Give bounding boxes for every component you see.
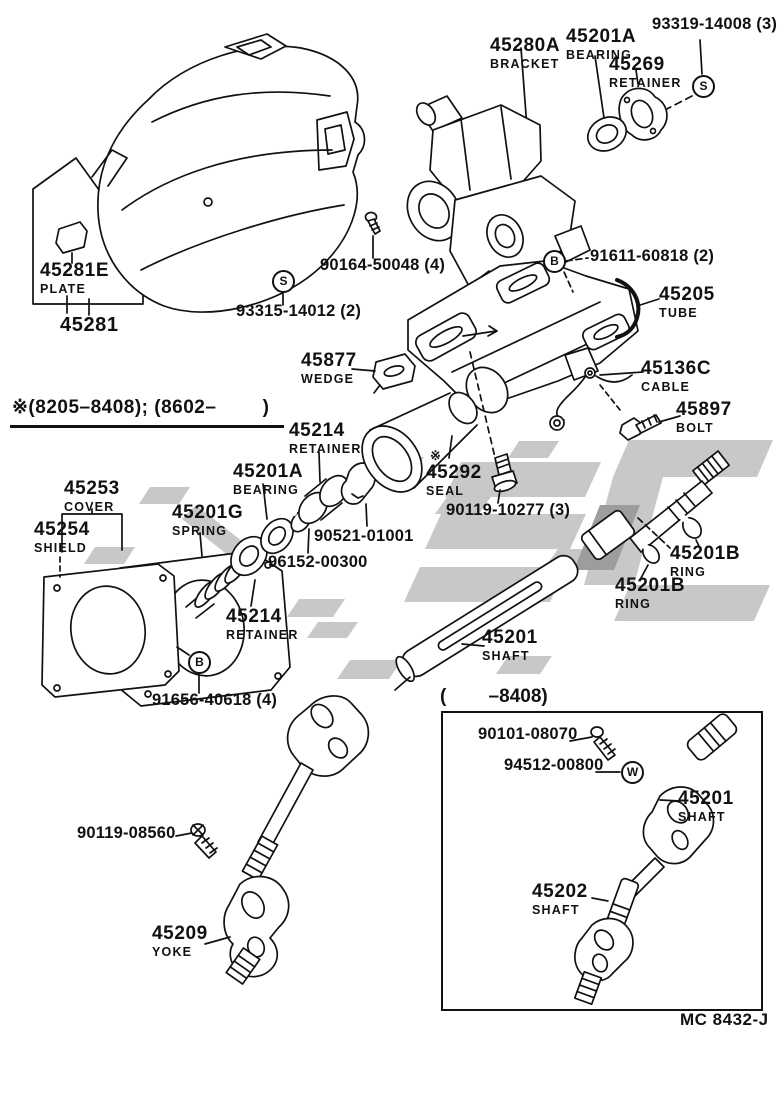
circled-b-icon: B — [188, 651, 211, 674]
circled-s-icon: S — [272, 270, 295, 293]
label-45269: 45269 RETAINER — [609, 54, 682, 90]
figure-code: MC 8432-J — [680, 1010, 769, 1029]
label-90119-08560: 90119-08560 — [77, 824, 176, 842]
bolt-45897-drawing — [620, 415, 680, 440]
label-45214-upper: 45214 RETAINER — [289, 420, 362, 456]
label-45214-lower: 45214 RETAINER — [226, 606, 299, 642]
label-45897: 45897 BOLT — [676, 399, 732, 435]
label-90119-10277: 90119-10277 (3) — [446, 501, 571, 519]
ring-45201b-left-drawing — [639, 542, 662, 578]
label-45281: 45281 — [60, 314, 119, 336]
label-91656: 91656-40618 (4) — [152, 691, 278, 709]
label-45254: 45254 SHIELD — [34, 519, 90, 555]
label-45205: 45205 TUBE — [659, 284, 715, 320]
label-45201g: 45201G SPRING — [172, 502, 244, 538]
label-45201b-right: 45201B RING — [670, 543, 741, 579]
label-45201-inset: 45201 SHAFT — [678, 788, 734, 824]
bolt-90119-10277-drawing — [492, 454, 517, 503]
label-45201a-top: 45201A BEARING — [566, 26, 637, 62]
bolt-90119-08560-drawing — [176, 824, 217, 858]
label-45201b-left: 45201B RING — [615, 575, 686, 611]
label-45136c: 45136C CABLE — [641, 358, 712, 394]
label-45281e: 45281E PLATE — [40, 260, 110, 296]
label-93319: 93319-14008 (3) — [652, 15, 778, 33]
circled-b-icon: B — [543, 250, 566, 273]
wedge-45877-drawing — [352, 354, 415, 393]
label-45202: 45202 SHAFT — [532, 881, 588, 917]
label-45209: 45209 YOKE — [152, 923, 208, 959]
tube-45205-drawing — [408, 258, 659, 421]
label-45201a-mid: 45201A BEARING — [233, 461, 304, 497]
circled-w-icon: W — [621, 761, 644, 784]
label-93315: 93315-14012 (2) — [236, 302, 362, 320]
inset-caption: ( –8408) — [440, 686, 548, 707]
circled-s-icon: S — [692, 75, 715, 98]
label-90164: 90164-50048 (4) — [320, 256, 446, 274]
label-90101: 90101-08070 — [478, 725, 578, 743]
label-91611: 91611-60818 (2) — [590, 247, 715, 265]
shield-45254-drawing — [42, 564, 179, 697]
screw-90164-drawing — [366, 213, 381, 259]
label-94512: 94512-00800 — [504, 756, 604, 774]
label-90521: 90521-01001 — [314, 527, 414, 545]
label-45201-main: 45201 SHAFT — [482, 627, 538, 663]
label-45292: ※ 45292 SEAL — [426, 448, 482, 498]
label-45253: 45253 COVER — [64, 478, 120, 514]
label-45280a: 45280A BRACKET — [490, 35, 561, 71]
label-96152: 96152-00300 — [268, 553, 368, 571]
label-45877: 45877 WEDGE — [301, 350, 357, 386]
applicability-note: ※(8205–8408); (8602– ) — [10, 396, 284, 428]
